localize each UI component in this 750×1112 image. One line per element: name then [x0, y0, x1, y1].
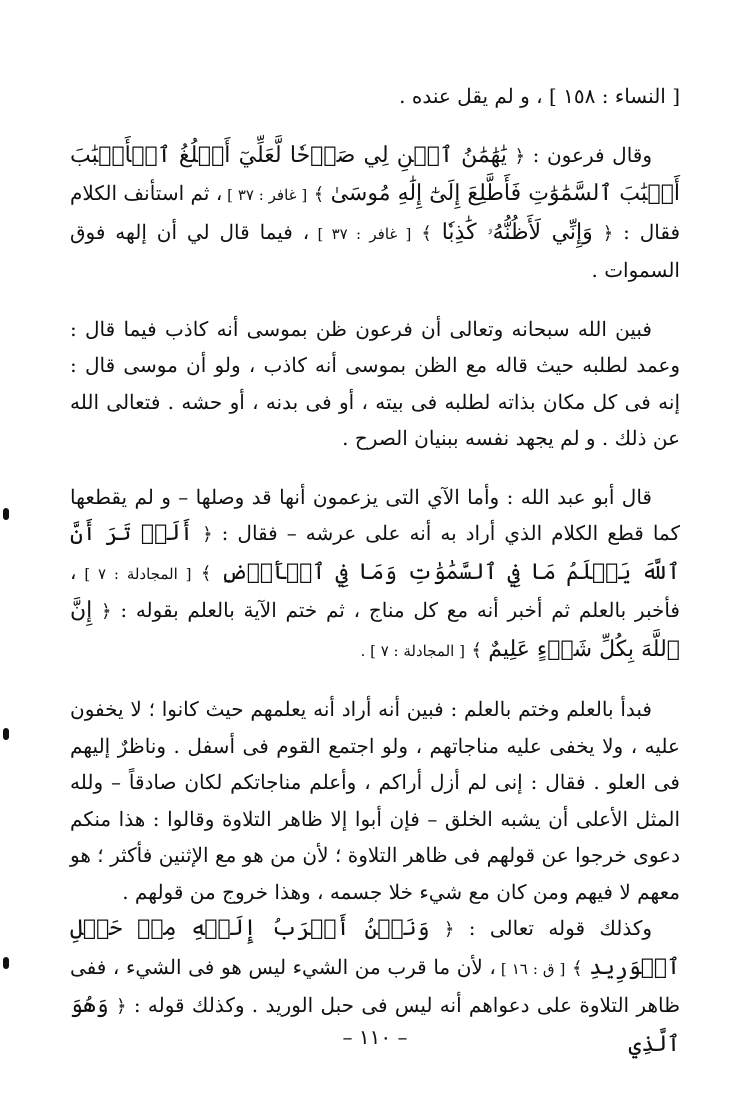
text-segment: وكذلك قوله تعالى : — [454, 916, 653, 940]
text-segment: وقال فرعون : — [525, 142, 653, 167]
page-body — [70, 78, 680, 1063]
ornate-bracket-close: ﴾ — [572, 957, 583, 979]
quran-verse: وَنَحۡنُ أَقۡرَبُ إِلَيۡهِ مِنۡ حَبۡلِ ٱلۡوَرِيدِ — [70, 916, 680, 980]
paragraph-4 — [70, 479, 680, 670]
ornate-bracket-close: ﴾ — [313, 184, 325, 205]
text-segment: ، فيما قال لي أن إلهه فوق السموات . — [70, 219, 680, 282]
ornate-bracket-open: ﴿ — [602, 222, 614, 244]
text-segment: فبين الله سبحانه وتعالى أن فرعون ظن بموسى أنه كاذب فيما قال : وعمد لطلبه حيث قاله مع الظن بموسى أنه كاذب ، ولو أن موسى قال : إنه فى كل مكان بذاته لطلبه فى بيته ، أو فى بدنه ، أو حشه . فتعالى الله عن ذلك . و لم يجهد نفسه ببنيان الصرح . — [70, 316, 680, 450]
quran-verse: إِنَّ ٱللَّهَ بِكُلِّ شَيۡءٍ عَلِيمٌ — [70, 598, 680, 662]
ornate-bracket-close: ﴾ — [421, 222, 432, 244]
verse-reference: [ المجادلة : ٧ ] — [76, 564, 192, 583]
text-segment: ، فأخبر بالعلم ثم أخبر أنه مع كل مناج ، ثم ختم الآية بالعلم بقوله : — [70, 559, 680, 622]
binding-hole-mark — [3, 508, 9, 520]
paragraph-3 — [70, 311, 680, 457]
ornate-bracket-open: ﴿ — [443, 919, 455, 940]
text-segment: فبدأ بالعلم وختم بالعلم : فبين أنه أراد أنه يعلمهم حيث كانوا ؛ لا يخفون عليه ، ولا يخفى عليه مناجاتهم ، ولو اجتمع القوم فى أسفل . وناظرٌ إليهم فى العلو . فقال : إنى لم أزل أراكم ، وأعلم مناجاتكم لكان صادقاً – ولله المثل الأعلى أن يشبه الخلق – فإن أبوا إلا ظاهر التلاوة وقالوا : هذا منكم دعوى خرجوا عن قولهم فى ظاهر التلاوة ؛ لأن من هو مع الإثنين فأكثر ؛ هو معهم لا فيهم ومن كان مع شيء خلا جسمه ، وهذا خروج من قولهم . — [70, 697, 680, 904]
ornate-bracket-close: ﴾ — [471, 639, 482, 661]
ornate-bracket-open: ﴿ — [202, 524, 213, 545]
text-segment: قال أبو عبد الله : وأما الآي التى يزعمون أنها قد وصلها – و لم يقطعها كما قطع الكلام الذي أراد به أنه على عرشه – فقال : — [70, 484, 681, 545]
binding-hole-mark — [3, 728, 9, 740]
quran-verse: يَٰهَٰمَٰنُ ٱبۡنِ لِي صَرۡحٗا لَّعَلِّيٓ أَبۡلُغُ ٱلۡأَسۡبَٰبَ أَسۡبَٰبَ ٱلسَّمَٰوَٰتِ فَأَطَّلِعَ إِلَىٰٓ إِلَٰهِ مُوسَىٰ — [70, 142, 681, 206]
ornate-bracket-open: ﴿ — [101, 601, 112, 622]
text-segment: [ النساء : ١٥٨ ] ، و لم يقل عنده . — [399, 84, 680, 108]
verse-reference: [ غافر : ٣٧ ] — [222, 186, 308, 204]
verse-reference: [ غافر : ٣٧ ] — [309, 224, 412, 243]
quran-verse: أَلَمۡ تَرَ أَنَّ ٱللَّهَ يَعۡلَمُ مَا فِي ٱلسَّمَٰوَٰتِ وَمَا فِي ٱلۡأَرۡضِ — [70, 521, 680, 585]
quran-verse: وَإِنِّي لَأَظُنُّهُۥ كَٰذِبٗا — [441, 219, 593, 245]
paragraph-2 — [70, 137, 680, 289]
ornate-bracket-open: ﴿ — [115, 996, 127, 1017]
binding-hole-mark — [3, 957, 9, 969]
paragraph-1 — [70, 78, 680, 115]
ornate-bracket-open: ﴿ — [514, 145, 526, 167]
page-number: – ١١٠ – — [342, 1025, 408, 1049]
text-segment: ، ثم استأنف الكلام فقال : — [70, 181, 681, 244]
verse-reference: [ المجادلة : ٧ ] . — [360, 641, 465, 660]
verse-reference: [ ق : ١٦ ] — [495, 959, 566, 978]
ornate-bracket-close: ﴾ — [200, 562, 212, 584]
quran-verse: وَهُوَ ٱلَّذِي — [70, 993, 680, 1057]
text-segment: ، لأن ما قرب من الشيء ليس هو فى الشيء ، ففى ظاهر التلاوة على دعواهم أنه ليس فى حبل الوريد . وكذلك قوله : — [70, 954, 680, 1017]
paragraph-5 — [70, 691, 680, 910]
